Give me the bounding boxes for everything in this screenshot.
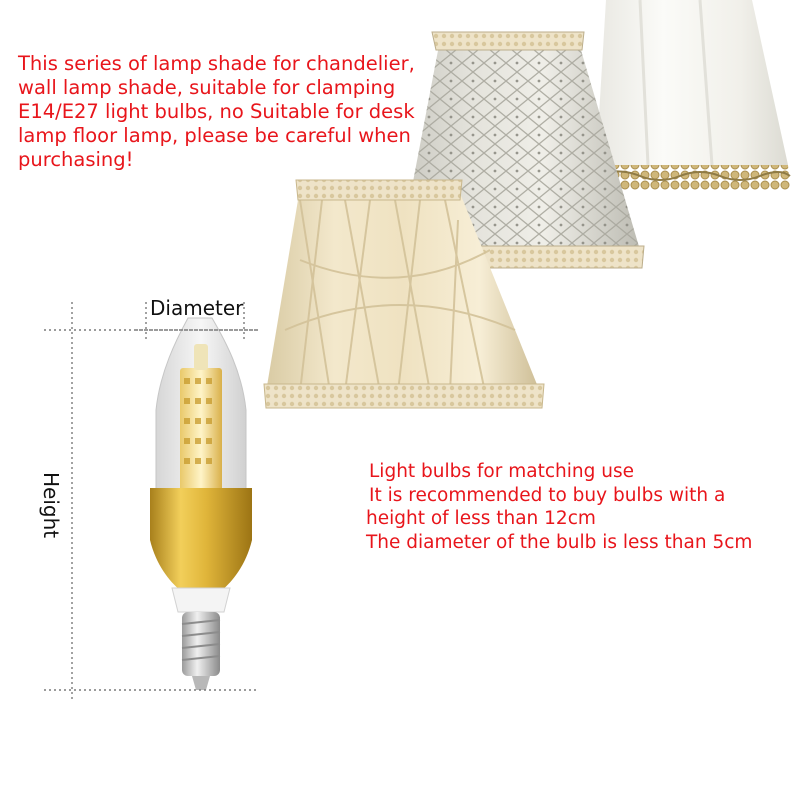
bulb-info-line: Light bulbs for matching use bbox=[369, 461, 634, 482]
lamp-shade-back bbox=[596, 0, 790, 190]
warning-line: wall lamp shade, suitable for clamping bbox=[18, 76, 396, 99]
warning-line: E14/E27 light bulbs, no Suitable for desk bbox=[18, 100, 415, 123]
candle-led-bulb bbox=[150, 318, 252, 690]
diameter-label: Diameter bbox=[150, 296, 244, 320]
warning-line: lamp floor lamp, please be careful when bbox=[18, 124, 411, 147]
bulb-info-line: The diameter of the bulb is less than 5cm bbox=[366, 531, 753, 553]
bulb-info-line: It is recommended to buy bulbs with a bbox=[369, 484, 726, 506]
bulb-info-line: height of less than 12cm bbox=[366, 508, 596, 529]
warning-line: This series of lamp shade for chandelier, bbox=[18, 52, 415, 75]
bulb-info-text bbox=[366, 460, 796, 554]
height-label: Height bbox=[39, 472, 63, 539]
warning-line: purchasing! bbox=[18, 148, 134, 171]
warning-text bbox=[18, 52, 448, 172]
